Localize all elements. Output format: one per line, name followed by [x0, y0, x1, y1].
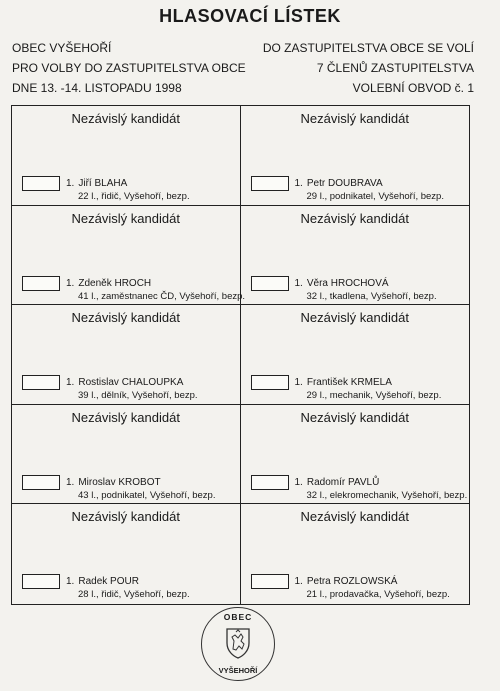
- candidate-cell: [12, 206, 246, 306]
- candidate-surname: POUR: [110, 576, 139, 588]
- vote-checkbox[interactable]: [251, 176, 289, 191]
- candidate-name: [66, 377, 183, 388]
- candidate-number: 1.: [294, 277, 303, 289]
- candidate-cell: [241, 305, 470, 405]
- candidate-cell: [12, 405, 241, 505]
- party-label: Nezávislý kandidát: [300, 111, 409, 126]
- members-count-line: 7 ČLENŮ ZASTUPITELSTVA: [316, 61, 474, 75]
- candidate-name: [66, 278, 151, 289]
- election-type-line: PRO VOLBY DO ZASTUPITELSTVA OBCE: [12, 61, 246, 75]
- candidate-first-name: Zdeněk: [78, 277, 112, 289]
- candidate-first-name: Radek: [78, 576, 108, 588]
- candidate-cell: [241, 206, 470, 306]
- district-line: VOLEBNÍ OBVOD č. 1: [352, 81, 474, 95]
- header-left: [12, 38, 246, 98]
- vote-checkbox[interactable]: [22, 375, 60, 390]
- candidate-number: 1.: [66, 476, 75, 488]
- vote-checkbox[interactable]: [22, 276, 60, 291]
- candidate-first-name: Petr: [306, 178, 326, 189]
- candidate-first-name: Petra: [306, 576, 331, 588]
- party-label: Nezávislý kandidát: [71, 210, 180, 226]
- candidate-cell: [241, 405, 470, 505]
- candidate-number: 1.: [66, 576, 75, 588]
- vote-checkbox[interactable]: [251, 375, 289, 390]
- party-label: Nezávislý kandidát: [71, 509, 180, 525]
- candidate-info: 28 l., řidič, Vyšehoří, bezp.: [78, 589, 190, 601]
- council-line: DO ZASTUPITELSTVA OBCE SE VOLÍ: [262, 41, 474, 55]
- header-right: [263, 38, 474, 98]
- candidate-surname: CHALOUPKA: [121, 377, 184, 389]
- candidate-info: 32 l., elekromechanik, Vyšehoří, bezp.: [306, 489, 468, 501]
- vote-checkbox[interactable]: [22, 574, 60, 589]
- candidate-number: 1.: [66, 377, 75, 389]
- party-label: Nezávislý kandidát: [300, 210, 409, 226]
- candidate-grid: [11, 105, 470, 605]
- vote-checkbox[interactable]: [251, 574, 289, 589]
- candidate-surname: KROBOT: [118, 476, 161, 488]
- candidate-surname: KRMELA: [350, 377, 392, 389]
- candidate-first-name: Radomír: [306, 476, 346, 488]
- candidate-surname: HROCH: [114, 277, 152, 289]
- candidate-surname: HROCHOVÁ: [330, 277, 389, 289]
- candidate-name: [295, 278, 389, 289]
- candidate-info: 29 l., mechanik, Vyšehoří, bezp.: [306, 390, 442, 402]
- party-label: Nezávislý kandidát: [300, 409, 409, 425]
- party-label: Nezávislý kandidát: [300, 509, 409, 525]
- stamp-top-text: OBEC: [223, 612, 253, 622]
- municipal-stamp: [201, 607, 275, 681]
- candidate-number: 1.: [294, 377, 303, 389]
- candidate-name: [295, 377, 392, 388]
- party-label: Nezávislý kandidát: [71, 310, 180, 326]
- candidate-name: [295, 576, 398, 587]
- ballot-title: HLASOVACÍ LÍSTEK: [159, 6, 341, 26]
- candidate-info: 29 l., podnikatel, Vyšehoří, bezp.: [306, 191, 444, 202]
- candidate-info: 22 l., řidič, Vyšehoří, bezp.: [78, 191, 190, 202]
- candidate-number: 1.: [294, 476, 303, 488]
- candidate-name: [66, 178, 127, 189]
- vote-checkbox[interactable]: [22, 475, 60, 490]
- candidate-number: 1.: [294, 178, 303, 189]
- candidate-cell: [12, 305, 241, 405]
- candidate-info: 43 l., podnikatel, Vyšehoří, bezp.: [78, 489, 216, 501]
- candidate-surname: ROZLOWSKÁ: [333, 576, 398, 588]
- party-label: Nezávislý kandidát: [71, 111, 180, 126]
- candidate-surname: DOUBRAVA: [327, 178, 383, 189]
- candidate-first-name: František: [306, 377, 348, 389]
- candidate-first-name: Rostislav: [78, 377, 119, 389]
- candidate-number: 1.: [294, 576, 303, 588]
- candidate-number: 1.: [66, 277, 75, 289]
- candidate-info: 32 l., tkadlena, Vyšehoří, bezp.: [306, 290, 437, 302]
- candidate-first-name: Miroslav: [78, 476, 116, 488]
- candidate-cell: [241, 504, 470, 604]
- coat-of-arms-icon: [225, 627, 251, 659]
- candidate-info: 21 l., prodavačka, Vyšehoří, bezp.: [306, 589, 450, 601]
- candidate-first-name: Věra: [306, 277, 328, 289]
- candidate-cell: [241, 106, 470, 206]
- candidate-first-name: Jiří: [78, 178, 92, 189]
- candidate-surname: PAVLŮ: [347, 476, 380, 488]
- vote-checkbox[interactable]: [251, 475, 289, 490]
- candidate-name: [295, 477, 380, 488]
- candidate-surname: BLAHA: [94, 178, 128, 189]
- candidate-number: 1.: [66, 178, 75, 189]
- candidate-info: 39 l., dělník, Vyšehoří, bezp.: [78, 390, 198, 402]
- vote-checkbox[interactable]: [251, 276, 289, 291]
- candidate-name: [66, 576, 139, 587]
- vote-checkbox[interactable]: [22, 176, 60, 191]
- candidate-name: [295, 178, 383, 189]
- stamp-bottom-text: VYŠEHOŘÍ: [218, 666, 258, 675]
- party-label: Nezávislý kandidát: [300, 310, 409, 326]
- municipality-line: OBEC VYŠEHOŘÍ: [12, 41, 112, 55]
- candidate-name: [66, 477, 161, 488]
- candidate-cell: [12, 106, 241, 206]
- candidate-cell: [12, 504, 241, 604]
- election-date-line: DNE 13. -14. LISTOPADU 1998: [12, 81, 182, 95]
- candidate-info: 41 l., zaměstnanec ČD, Vyšehoří, bezp.: [78, 290, 246, 302]
- party-label: Nezávislý kandidát: [71, 409, 180, 425]
